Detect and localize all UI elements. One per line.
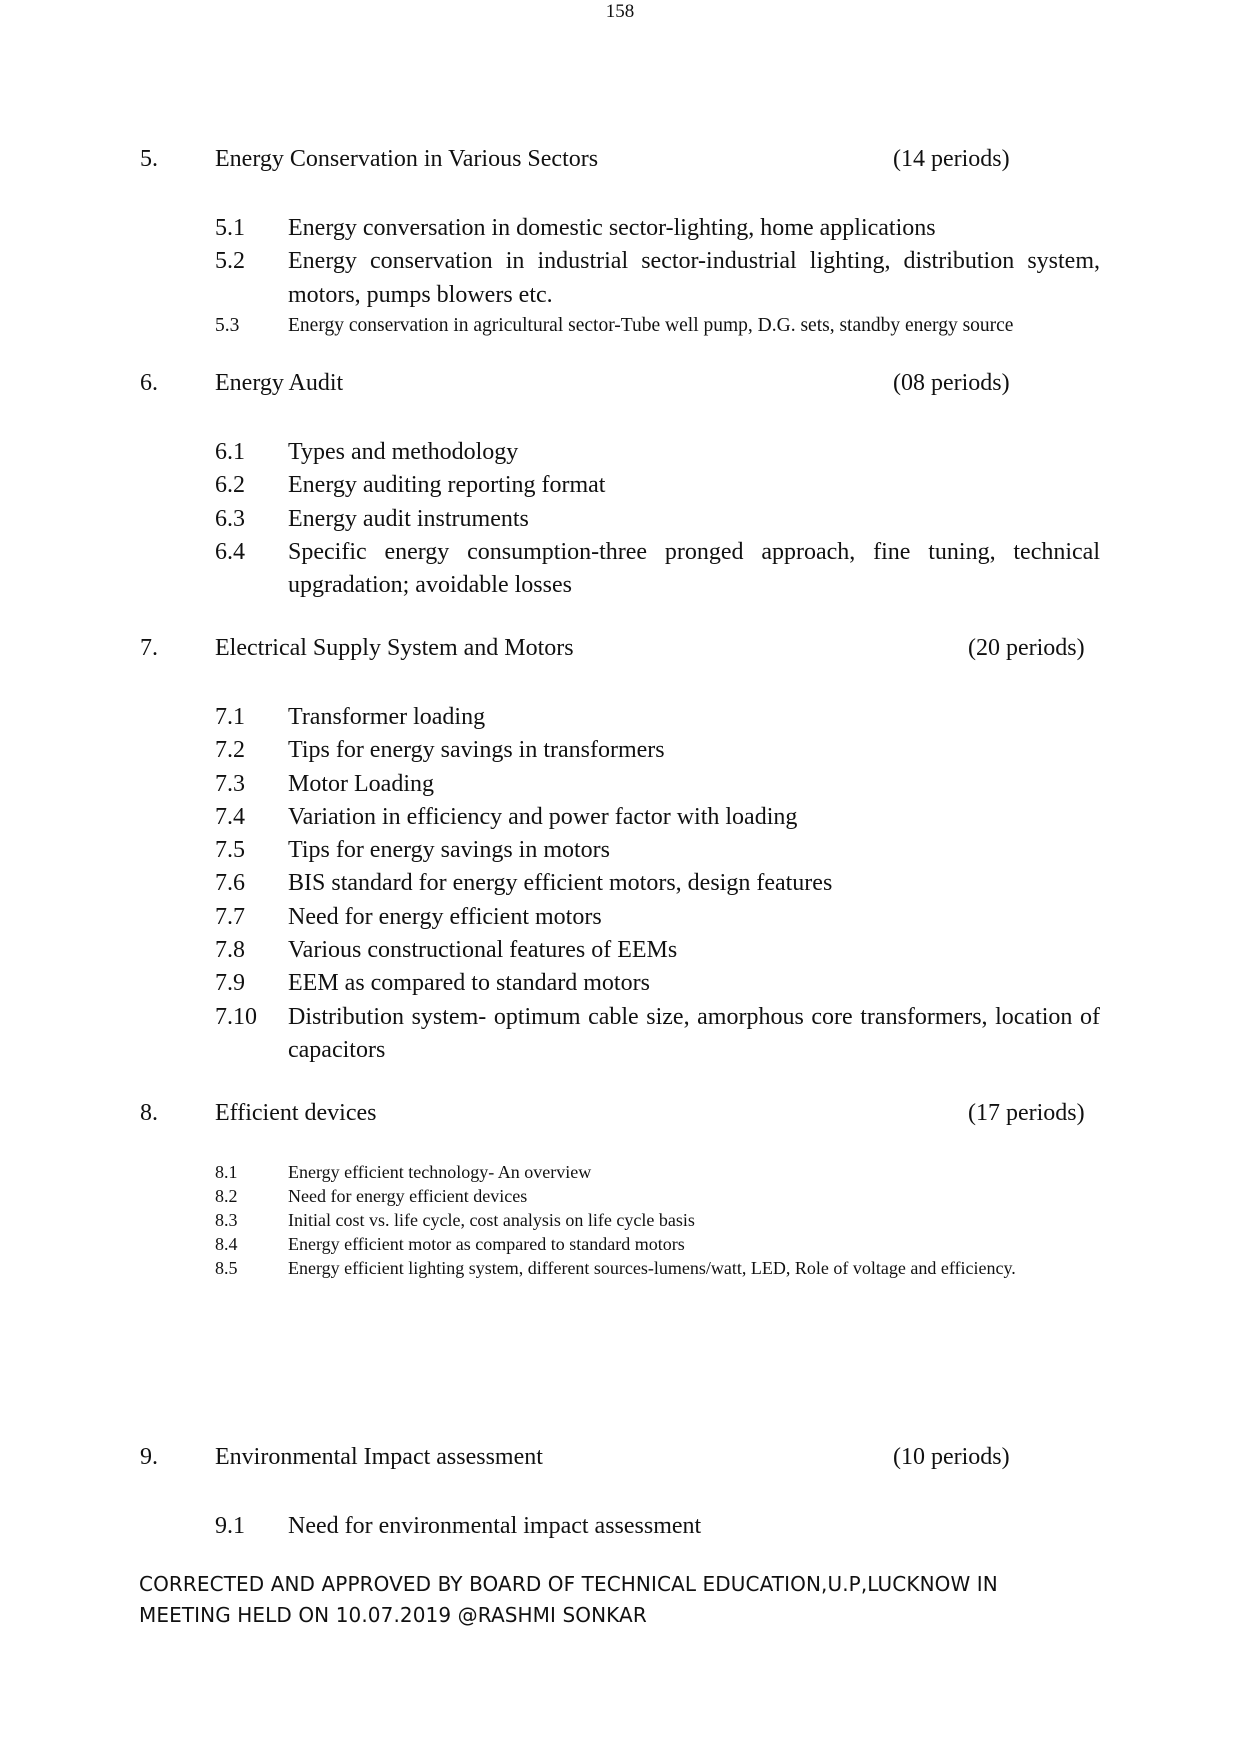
topic-text: Need for energy efficient motors xyxy=(288,903,602,930)
topic-item xyxy=(0,245,1240,312)
topic-number: 6.1 xyxy=(215,439,245,465)
topic-list xyxy=(0,436,1240,602)
topic-item xyxy=(0,1160,1240,1184)
topic-item xyxy=(0,834,1240,867)
topic-text: BIS standard for energy efficient motors, design features xyxy=(288,870,833,897)
topic-text: Motor Loading xyxy=(288,770,434,797)
topic-number: 7.1 xyxy=(215,704,245,730)
section-heading xyxy=(0,1444,1240,1476)
section-periods: (08 periods) xyxy=(893,370,1010,396)
topic-item xyxy=(0,1001,1240,1068)
topic-text: Tips for energy savings in motors xyxy=(288,837,611,864)
topic-item xyxy=(0,1510,1240,1543)
topic-number: 7.4 xyxy=(215,803,245,830)
topic-list xyxy=(0,1510,1240,1543)
section-8 xyxy=(0,1100,1240,1280)
section-title: Energy Audit xyxy=(215,370,344,396)
section-number: 5. xyxy=(140,146,158,172)
section-heading xyxy=(0,370,1240,402)
topic-number: 6.3 xyxy=(215,505,245,532)
topic-number: 7.2 xyxy=(215,737,245,764)
topic-item xyxy=(0,1184,1240,1208)
topic-number: 8.1 xyxy=(215,1162,238,1182)
topic-list xyxy=(0,1160,1240,1280)
topic-item xyxy=(0,503,1240,536)
topic-text: Types and methodology xyxy=(288,439,519,465)
topic-number: 7.3 xyxy=(215,770,245,797)
section-title: Electrical Supply System and Motors xyxy=(215,635,574,661)
topic-number: 6.4 xyxy=(215,538,245,565)
topic-number: 5.3 xyxy=(215,314,240,336)
section-number: 8. xyxy=(140,1100,158,1126)
topic-number: 5.2 xyxy=(215,248,245,275)
section-heading xyxy=(0,146,1240,178)
topic-item xyxy=(0,1232,1240,1256)
section-6 xyxy=(0,370,1240,602)
topic-text: Various constructional features of EEMs xyxy=(288,937,678,964)
topic-text: Initial cost vs. life cycle, cost analysis on life cycle basis xyxy=(288,1210,695,1230)
topic-text: Tips for energy savings in transformers xyxy=(288,737,665,764)
topic-item xyxy=(0,801,1240,834)
topic-number: 8.3 xyxy=(215,1210,238,1230)
approval-footer xyxy=(139,1569,1099,1631)
section-9 xyxy=(0,1444,1240,1543)
topic-text: Energy efficient technology- An overview xyxy=(288,1162,592,1182)
section-periods: (17 periods) xyxy=(968,1100,1085,1126)
topic-number: 5.1 xyxy=(215,215,245,241)
topic-number: 8.4 xyxy=(215,1234,238,1254)
topic-number: 7.5 xyxy=(215,837,245,864)
topic-number: 7.9 xyxy=(215,970,245,997)
topic-item xyxy=(0,867,1240,900)
topic-text: Energy conversation in domestic sector-lighting, home applications xyxy=(288,215,936,241)
section-title: Environmental Impact assessment xyxy=(215,1444,543,1470)
section-number: 6. xyxy=(140,370,158,396)
footer-line-2: MEETING HELD ON 10.07.2019 @RASHMI SONKAR xyxy=(139,1603,647,1627)
topic-item xyxy=(0,934,1240,967)
topic-item xyxy=(0,436,1240,469)
topic-number: 8.2 xyxy=(215,1186,238,1206)
topic-number: 9.1 xyxy=(215,1513,245,1539)
section-periods: (20 periods) xyxy=(968,635,1085,661)
topic-text: Need for environmental impact assessment xyxy=(288,1513,702,1539)
section-number: 7. xyxy=(140,635,158,661)
section-number: 9. xyxy=(140,1444,158,1470)
topic-text: Need for energy efficient devices xyxy=(288,1186,528,1206)
topic-item xyxy=(0,536,1240,603)
topic-text: Transformer loading xyxy=(288,704,486,730)
section-7 xyxy=(0,635,1240,1067)
topic-item xyxy=(0,967,1240,1000)
topic-item xyxy=(0,469,1240,502)
topic-item xyxy=(0,701,1240,734)
topic-number: 7.7 xyxy=(215,903,245,930)
topic-text: Energy efficient lighting system, different sources-lumens/watt, LED, Role of voltage and efficiency. xyxy=(288,1258,1016,1278)
topic-item xyxy=(0,734,1240,767)
topic-text: Energy conservation in agricultural sector-Tube well pump, D.G. sets, standby energy source xyxy=(288,314,1014,336)
topic-item xyxy=(0,901,1240,934)
topic-number: 7.6 xyxy=(215,870,245,897)
topic-list xyxy=(0,701,1240,1067)
topic-text: Energy efficient motor as compared to standard motors xyxy=(288,1234,685,1254)
topic-text: Energy auditing reporting format xyxy=(288,472,606,499)
topic-text: Variation in efficiency and power factor with loading xyxy=(288,803,798,830)
section-heading xyxy=(0,635,1240,667)
topic-item xyxy=(0,1208,1240,1232)
topic-number: 8.5 xyxy=(215,1258,238,1278)
section-5 xyxy=(0,146,1240,338)
topic-list xyxy=(0,212,1240,338)
footer-line-1: CORRECTED AND APPROVED BY BOARD OF TECHNICAL EDUCATION,U.P,LUCKNOW IN xyxy=(139,1572,998,1596)
topic-text: Specific energy consumption-three pronged approach, fine tuning, technical upgradation; avoidable losses xyxy=(288,538,1100,599)
topic-text: Distribution system- optimum cable size, amorphous core transformers, location of capacitors xyxy=(288,1003,1100,1063)
topic-number: 7.10 xyxy=(215,1003,257,1030)
section-periods: (14 periods) xyxy=(893,146,1010,172)
section-periods: (10 periods) xyxy=(893,1444,1010,1470)
topic-text: Energy conservation in industrial sector-industrial lighting, distribution system, motors, pumps blowers etc. xyxy=(288,248,1100,308)
topic-text: Energy audit instruments xyxy=(288,505,529,532)
topic-number: 7.8 xyxy=(215,937,245,964)
page-number: 158 xyxy=(605,1,635,22)
topic-text: EEM as compared to standard motors xyxy=(288,970,650,997)
section-heading xyxy=(0,1100,1240,1132)
topic-number: 6.2 xyxy=(215,472,245,499)
topic-item xyxy=(0,1256,1240,1280)
topic-item xyxy=(0,768,1240,801)
section-title: Efficient devices xyxy=(215,1100,377,1126)
topic-item xyxy=(0,314,1240,338)
section-title: Energy Conservation in Various Sectors xyxy=(215,146,599,172)
topic-item xyxy=(0,212,1240,245)
